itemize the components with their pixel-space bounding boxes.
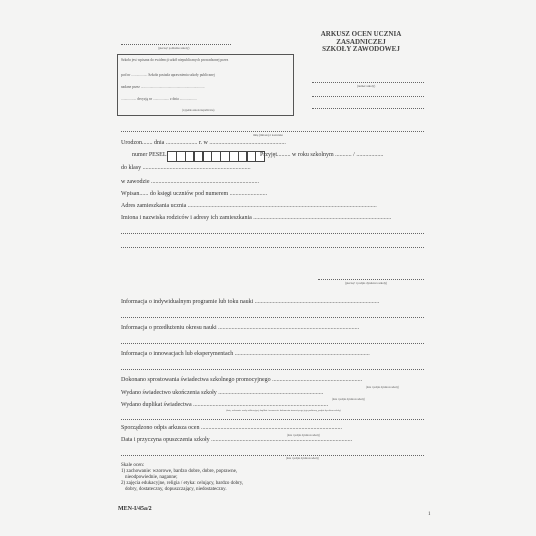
scale-behavior-cont: nieodpowiednie, naganne; xyxy=(125,475,178,480)
box-line-2: pod nr .................. Szkoła posiada uprawnienia szkoły publicznej xyxy=(121,73,215,77)
pesel-label: numer PESEL xyxy=(132,152,167,158)
admitted-field: Przyjęt......... w roku szkolnym ........... / .................. xyxy=(260,152,384,158)
school-number-caption: (numer szkoły) xyxy=(357,84,376,88)
school-stamp-line xyxy=(121,44,231,45)
innovations-line-2 xyxy=(121,369,424,370)
title-line-1: ARKUSZ OCEN UCZNIA xyxy=(320,30,402,38)
leaving-field: Data i przyczyna opuszczenia szkoły .............................................................................................. xyxy=(121,437,353,443)
scale-behavior: 1) zachowanie: wzorowe, bardzo dobre, dobre, poprawne, xyxy=(121,469,238,474)
promotion-caption: (data i podpis dyrektora szkoły) xyxy=(366,386,399,389)
individual-program-field: Informacja o indywidualnym programie lub toku nauki ................................................................................... xyxy=(121,299,380,305)
non-public-school-box xyxy=(117,54,294,116)
school-stamp-caption: (pieczęć podłużna szkoły) xyxy=(158,46,190,50)
parents-field: Imiona i nazwiska rodziców i adresy ich zamieszkania ............................................................................................ xyxy=(121,215,392,221)
promotion-certificate-field: Dokonano sprostowania świadectwa szkolnego promocyjnego ............................................................ xyxy=(121,377,363,383)
parents-line-3 xyxy=(121,247,424,248)
copy-made-field: Sporządzono odpis arkusza ocen .............................................................................................. xyxy=(121,425,342,431)
address-field: Adres zamieszkania ucznia .............................................................................................................................. xyxy=(121,203,377,209)
page-number: 1 xyxy=(428,512,431,517)
register-field: Wpisan...... do księgi uczniów pod numerem ......................... xyxy=(121,191,268,197)
title-line-3: SZKOŁY ZAWODOWEJ xyxy=(322,45,400,53)
director-seal-caption: (pieczęć i podpis dyrektora szkoły) xyxy=(345,281,388,285)
born-field: Urodzon....... dnia ..................... r. w ................................................... xyxy=(121,140,286,146)
box-caption: (wypełnia szkoła niepubliczna) xyxy=(182,109,215,112)
leaving-caption: (data i podpis dyrektora szkoły) xyxy=(286,457,319,460)
duplicate-caption: (data, wskazanie osoby odbierającej duplikat i oznaczenie dokumentu stanowiącego jego podstawę, podpis dyrektora szkoły) xyxy=(226,410,341,412)
school-number-line-3 xyxy=(312,108,424,109)
leaving-line-2 xyxy=(121,455,424,456)
parents-line-2 xyxy=(121,233,424,234)
copy-made-caption: (data i podpis dyrektora szkoły) xyxy=(287,434,320,437)
innovations-field: Informacja o innowacjach lub eksperymentach .......................................................................................... xyxy=(121,351,370,357)
box-line-1: Szkoła jest wpisana do ewidencji szkół niepublicznych prowadzonej przez xyxy=(121,58,229,62)
scale-subjects: 2) zajęcia edukacyjne, religia / etyka: celujący, bardzo dobry, xyxy=(121,481,244,486)
scale-title: Skale ocen: xyxy=(121,463,145,468)
scale-subjects-cont: dobry, dostateczny, dopuszczający, niedostateczny. xyxy=(125,487,227,492)
school-number-line-2 xyxy=(312,96,424,97)
profession-field: w zawodzie ........................................................................ xyxy=(121,179,259,185)
class-field: do klasy ........................................................................ xyxy=(121,165,251,171)
title-line-2: ZASADNICZEJ xyxy=(336,37,386,46)
school-number-line xyxy=(312,82,424,83)
director-seal-line xyxy=(318,279,424,280)
extended-period-line-2 xyxy=(121,343,424,344)
box-line-3: nadane przez ....................................................................... xyxy=(121,85,205,89)
extended-period-field: Informacja o przedłużeniu okresu nauki .............................................................................................. xyxy=(121,325,360,331)
pesel-boxes xyxy=(168,151,265,161)
graduation-certificate-field: Wydano świadectwo ukończenia szkoły ...................................................................... xyxy=(121,390,324,396)
student-name-caption: imię (imiona) i nazwisko xyxy=(253,133,284,137)
individual-program-line-2 xyxy=(121,317,424,318)
form-title xyxy=(301,31,421,54)
box-line-4: ................. decyzją nr .................. z dnia ................... xyxy=(121,97,197,101)
duplicate-line-2 xyxy=(121,419,424,420)
graduation-caption: (data i podpis dyrektora szkoły) xyxy=(332,398,365,401)
student-name-line xyxy=(121,131,424,132)
duplicate-field: Wydano duplikat świadectwa .......................................................................................... xyxy=(121,402,329,408)
form-code: MEN-I/45a/2 xyxy=(118,506,152,512)
